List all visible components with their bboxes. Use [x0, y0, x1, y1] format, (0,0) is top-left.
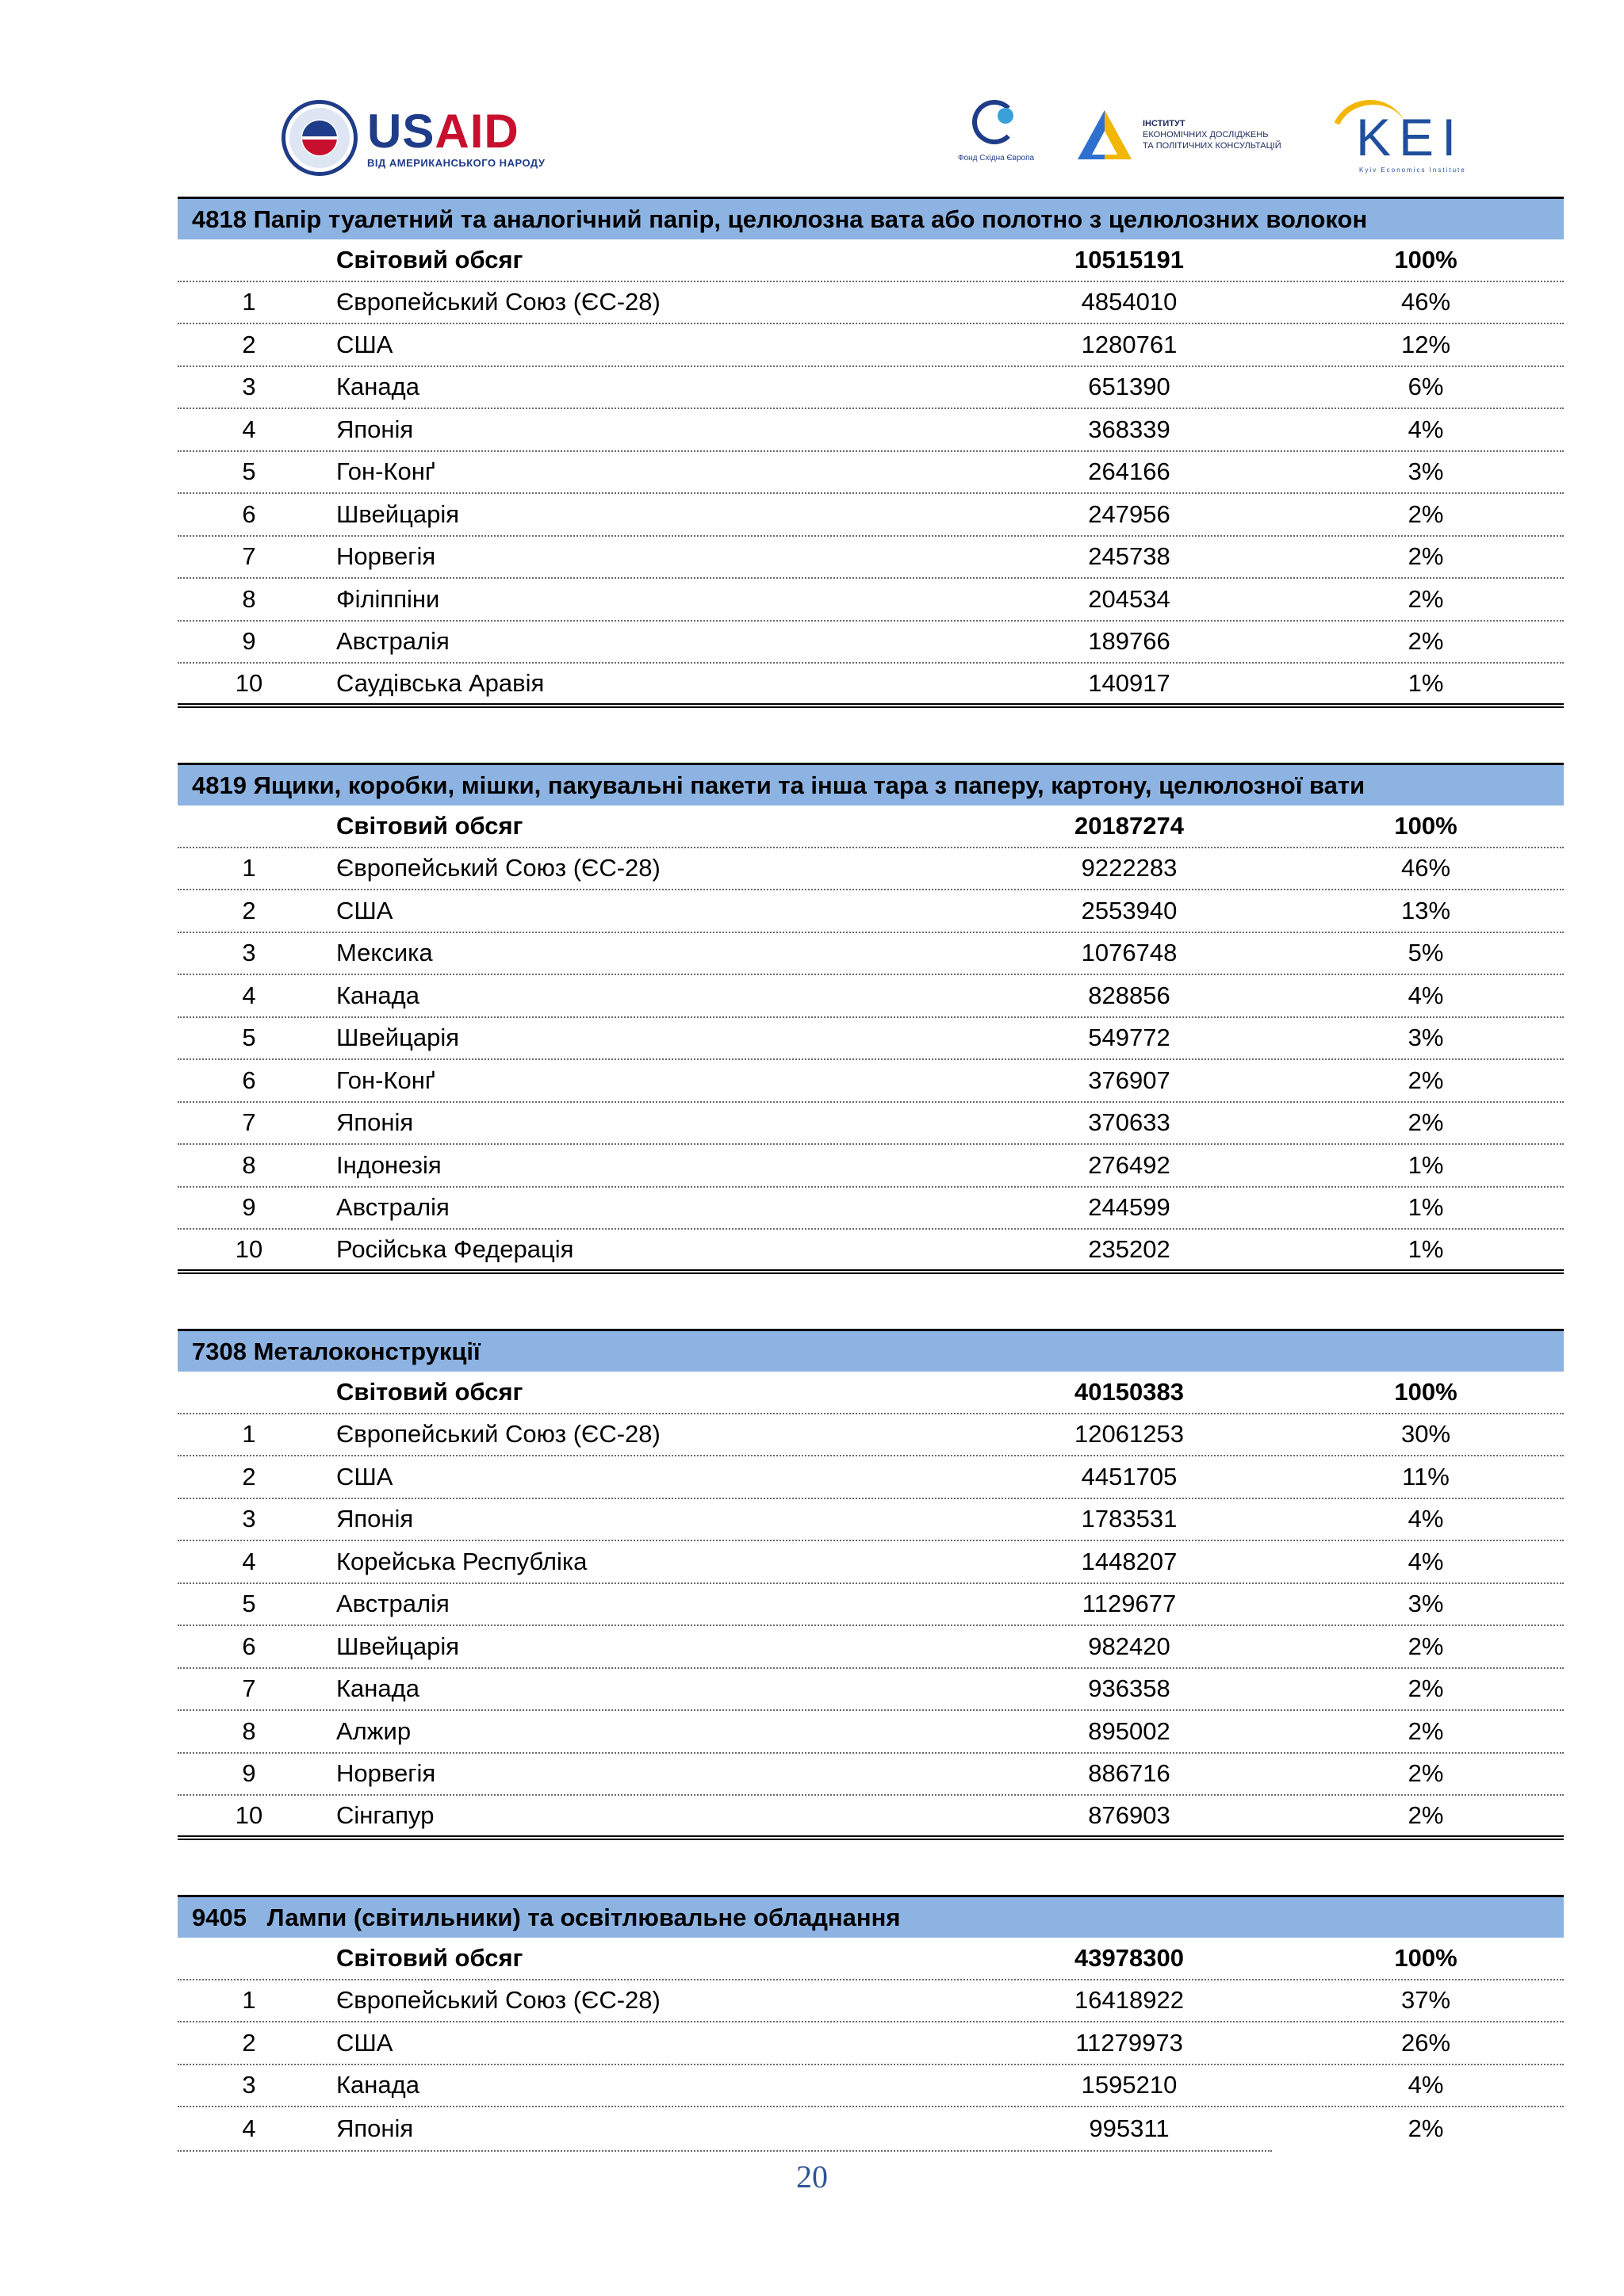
- country-cell: Гон-Конґ: [336, 1066, 435, 1094]
- section-title: 4819 Ящики, коробки, мішки, пакувальні пакети та інша тара з паперу, картону, целюлозної вати: [178, 763, 1564, 806]
- value-cell: 895002: [1088, 1716, 1170, 1745]
- value-cell: 11279973: [1075, 2028, 1183, 2057]
- total-label: Світовий обсяг: [336, 1377, 523, 1406]
- table-row: [178, 1669, 1564, 1712]
- country-cell: США: [336, 1462, 393, 1490]
- section-title: 9405 Лампи (світильники) та освітлювальне обладнання: [178, 1895, 1564, 1938]
- share-cell: 1%: [1408, 669, 1444, 697]
- share-cell: 3%: [1408, 457, 1444, 486]
- partial-table-rule: [178, 2150, 1272, 2152]
- rank-cell: 1: [242, 1986, 256, 2015]
- share-cell: 13%: [1400, 896, 1451, 924]
- value-cell: 886716: [1088, 1759, 1170, 1788]
- share-cell: 46%: [1400, 854, 1451, 882]
- total-share: 100%: [1394, 1943, 1457, 1972]
- rank-cell: 10: [235, 669, 263, 697]
- total-row: [178, 1938, 1564, 1980]
- table-row: [178, 1541, 1564, 1584]
- value-cell: 140917: [1088, 669, 1170, 697]
- table-row: [178, 1145, 1564, 1188]
- section-title: 7308 Металоконструкції: [178, 1329, 1564, 1372]
- value-cell: 1448207: [1081, 1547, 1178, 1575]
- table-section-9405: [178, 1895, 1564, 2152]
- icps-line-3: ТА ПОЛІТИЧНИХ КОНСУЛЬТАЦІЙ: [1143, 141, 1281, 151]
- value-cell: 982420: [1088, 1632, 1170, 1660]
- value-cell: 204534: [1088, 584, 1170, 613]
- total-row: [178, 806, 1564, 848]
- value-cell: 370633: [1088, 1108, 1170, 1137]
- share-cell: 4%: [1408, 981, 1444, 1009]
- section-title: 4818 Папір туалетний та аналогічний папір, целюлозна вата або полотно з целюлозних волокон: [178, 197, 1564, 239]
- table-section-4819: [178, 763, 1564, 1274]
- rank-cell: 3: [242, 373, 256, 401]
- kei-subtitle: Kyiv Economics Institute: [1359, 166, 1466, 174]
- value-cell: 244599: [1088, 1193, 1170, 1222]
- table-section-7308: [178, 1329, 1564, 1840]
- value-cell: 828856: [1088, 981, 1170, 1009]
- table-row: [178, 1103, 1564, 1146]
- rank-cell: 6: [242, 1066, 256, 1094]
- total-value: 10515191: [1074, 245, 1184, 274]
- country-cell: Японія: [336, 1505, 414, 1533]
- fond-mark-icon: [972, 100, 1020, 151]
- rank-cell: 4: [242, 2114, 256, 2142]
- total-row: [178, 1372, 1564, 1414]
- rank-cell: 2: [242, 1462, 256, 1490]
- table-row: [178, 2022, 1564, 2065]
- table-row: [178, 1018, 1564, 1061]
- value-cell: 936358: [1088, 1674, 1170, 1703]
- icps-triangle-icon: [1074, 107, 1135, 163]
- total-share: 100%: [1394, 811, 1457, 840]
- rank-cell: 8: [242, 1716, 256, 1745]
- share-cell: 37%: [1400, 1986, 1451, 2015]
- table-row: [178, 933, 1564, 976]
- table-row: [178, 1188, 1564, 1230]
- country-cell: США: [336, 330, 393, 358]
- share-cell: 30%: [1400, 1420, 1451, 1448]
- share-cell: 2%: [1408, 1108, 1444, 1137]
- country-cell: Канада: [336, 1674, 419, 1703]
- icps-line-1: ІНСТИТУТ: [1143, 119, 1185, 128]
- rank-cell: 1: [242, 1420, 256, 1448]
- usaid-word-aid: AID: [435, 104, 519, 158]
- usaid-word-us: US: [367, 104, 435, 158]
- value-cell: 368339: [1088, 415, 1170, 443]
- rank-cell: 4: [242, 1547, 256, 1575]
- table-row: [178, 1230, 1564, 1274]
- rank-cell: 9: [242, 627, 256, 656]
- country-cell: Японія: [336, 2114, 414, 2142]
- rank-cell: 5: [242, 1590, 256, 1618]
- rank-cell: 2: [242, 2028, 256, 2057]
- rank-cell: 2: [242, 896, 256, 924]
- rank-cell: 4: [242, 415, 256, 443]
- value-cell: 1129677: [1082, 1590, 1177, 1618]
- total-value: 20187274: [1074, 811, 1184, 840]
- total-value: 40150383: [1074, 1377, 1184, 1406]
- country-cell: Канада: [336, 2071, 419, 2099]
- value-cell: 1783531: [1081, 1505, 1178, 1533]
- country-cell: Австралія: [336, 1590, 450, 1618]
- total-label: Світовий обсяг: [336, 1943, 523, 1972]
- value-cell: 1076748: [1081, 939, 1178, 967]
- rank-cell: 1: [242, 854, 256, 882]
- rank-cell: 8: [242, 1150, 256, 1179]
- table-row: [178, 2107, 1564, 2150]
- table-row: [178, 409, 1564, 452]
- table-row: [178, 537, 1564, 580]
- country-cell: Австралія: [336, 1193, 450, 1222]
- table-section-4818: [178, 197, 1564, 708]
- share-cell: 1%: [1408, 1193, 1444, 1222]
- table-row: [178, 1980, 1564, 2023]
- share-cell: 3%: [1408, 1590, 1444, 1618]
- value-cell: 2553940: [1081, 896, 1178, 924]
- icps-logo: [1074, 107, 1281, 163]
- share-cell: 4%: [1408, 1505, 1444, 1533]
- page-number: 20: [796, 2159, 828, 2195]
- value-cell: 12061253: [1074, 1420, 1184, 1448]
- country-cell: Японія: [336, 415, 414, 443]
- country-cell: Канада: [336, 373, 419, 401]
- share-cell: 46%: [1400, 288, 1451, 316]
- country-cell: США: [336, 2028, 393, 2057]
- share-cell: 4%: [1408, 2071, 1444, 2099]
- country-cell: Європейський Союз (ЄС-28): [336, 1420, 661, 1448]
- share-cell: 11%: [1402, 1462, 1450, 1490]
- rank-cell: 9: [242, 1193, 256, 1222]
- value-cell: 549772: [1088, 1024, 1170, 1052]
- table-row: [178, 324, 1564, 367]
- value-cell: 276492: [1088, 1150, 1170, 1179]
- share-cell: 3%: [1408, 1024, 1444, 1052]
- rank-cell: 2: [242, 330, 256, 358]
- table-row: [178, 282, 1564, 325]
- value-cell: 1595210: [1081, 2071, 1178, 2099]
- country-cell: Японія: [336, 1108, 414, 1137]
- rank-cell: 7: [242, 1674, 256, 1703]
- country-cell: Філіппіни: [336, 584, 440, 613]
- share-cell: 26%: [1400, 2028, 1451, 2057]
- value-cell: 235202: [1088, 1235, 1170, 1263]
- share-cell: 2%: [1408, 1632, 1444, 1660]
- share-cell: 2%: [1408, 1759, 1444, 1788]
- total-label: Світовий обсяг: [336, 245, 523, 274]
- total-label: Світовий обсяг: [336, 811, 523, 840]
- value-cell: 245738: [1088, 542, 1170, 571]
- rank-cell: 10: [235, 1801, 263, 1829]
- share-cell: 1%: [1408, 1235, 1444, 1263]
- rank-cell: 7: [242, 542, 256, 571]
- rank-cell: 8: [242, 584, 256, 613]
- share-cell: 4%: [1408, 1547, 1444, 1575]
- share-cell: 6%: [1408, 373, 1444, 401]
- table-row: [178, 1584, 1564, 1627]
- country-cell: США: [336, 896, 393, 924]
- value-cell: 376907: [1088, 1066, 1170, 1094]
- value-cell: 9222283: [1081, 854, 1178, 882]
- table-row: [178, 622, 1564, 664]
- value-cell: 4854010: [1081, 288, 1178, 316]
- kei-word: KEI: [1356, 108, 1465, 166]
- value-cell: 995311: [1089, 2114, 1170, 2142]
- total-share: 100%: [1394, 1377, 1457, 1406]
- table-row: [178, 494, 1564, 537]
- rank-cell: 6: [242, 1632, 256, 1660]
- usaid-subtitle: ВІД АМЕРИКАНСЬКОГО НАРОДУ: [367, 156, 546, 169]
- value-cell: 1280761: [1081, 330, 1178, 358]
- table-row: [178, 848, 1564, 891]
- share-cell: 5%: [1408, 939, 1444, 967]
- country-cell: Гон-Конґ: [336, 457, 435, 486]
- fond-caption: Фонд Східна Європа: [958, 154, 1035, 163]
- icps-line-2: ЕКОНОМІЧНИХ ДОСЛІДЖЕНЬ: [1143, 130, 1269, 140]
- rank-cell: 5: [242, 1024, 256, 1052]
- table-row: [178, 452, 1564, 495]
- country-cell: Норвегія: [336, 1759, 436, 1788]
- country-cell: Сінгапур: [336, 1801, 435, 1829]
- table-row: [178, 1796, 1564, 1840]
- country-cell: Корейська Республіка: [336, 1547, 588, 1575]
- rank-cell: 1: [242, 288, 256, 316]
- country-cell: Швейцарія: [336, 1632, 459, 1660]
- table-row: [178, 2065, 1564, 2108]
- country-cell: Алжир: [336, 1716, 412, 1745]
- value-cell: 651390: [1088, 373, 1170, 401]
- table-row: [178, 1499, 1564, 1542]
- country-cell: Канада: [336, 981, 419, 1009]
- table-row: [178, 1754, 1564, 1797]
- rank-cell: 3: [242, 939, 256, 967]
- table-row: [178, 579, 1564, 622]
- table-row: [178, 975, 1564, 1018]
- table-row: [178, 664, 1564, 708]
- country-cell: Саудівська Аравія: [336, 669, 545, 697]
- rank-cell: 7: [242, 1108, 256, 1137]
- rank-cell: 3: [242, 2071, 256, 2099]
- value-cell: 264166: [1088, 457, 1170, 486]
- total-row: [178, 239, 1564, 282]
- share-cell: 2%: [1408, 542, 1444, 571]
- table-row: [178, 1626, 1564, 1669]
- country-cell: Швейцарія: [336, 1024, 459, 1052]
- share-cell: 1%: [1408, 1150, 1444, 1179]
- share-cell: 2%: [1408, 1066, 1444, 1094]
- country-cell: Швейцарія: [336, 499, 459, 528]
- share-cell: 2%: [1408, 1801, 1444, 1829]
- share-cell: 4%: [1408, 415, 1444, 443]
- country-cell: Європейський Союз (ЄС-28): [336, 854, 661, 882]
- share-cell: 2%: [1408, 2114, 1444, 2142]
- value-cell: 247956: [1088, 499, 1170, 528]
- fond-east-europe-logo: [958, 100, 1034, 163]
- share-cell: 12%: [1400, 330, 1451, 358]
- table-row: [178, 1060, 1564, 1103]
- usaid-logo: [282, 100, 545, 176]
- value-cell: 4451705: [1081, 1462, 1178, 1490]
- country-cell: Європейський Союз (ЄС-28): [336, 288, 661, 316]
- value-cell: 16418922: [1074, 1986, 1184, 2015]
- share-cell: 2%: [1408, 1674, 1444, 1703]
- share-cell: 2%: [1408, 584, 1444, 613]
- table-row: [178, 890, 1564, 933]
- rank-cell: 5: [242, 457, 256, 486]
- value-cell: 876903: [1088, 1801, 1170, 1829]
- table-row: [178, 1711, 1564, 1754]
- total-value: 43978300: [1074, 1943, 1184, 1972]
- country-cell: Європейський Союз (ЄС-28): [336, 1986, 661, 2015]
- rank-cell: 9: [242, 1759, 256, 1788]
- share-cell: 2%: [1408, 499, 1444, 528]
- kei-logo: [1324, 94, 1466, 181]
- share-cell: 2%: [1408, 1716, 1444, 1745]
- country-cell: Російська Федерація: [336, 1235, 574, 1263]
- table-row: [178, 1414, 1564, 1457]
- table-row: [178, 1456, 1564, 1499]
- country-cell: Австралія: [336, 627, 450, 656]
- page-header: [0, 0, 1624, 190]
- table-row: [178, 367, 1564, 410]
- rank-cell: 3: [242, 1505, 256, 1533]
- country-cell: Індонезія: [336, 1150, 442, 1179]
- total-share: 100%: [1394, 245, 1457, 274]
- value-cell: 189766: [1088, 627, 1170, 656]
- country-cell: Норвегія: [336, 542, 436, 571]
- share-cell: 2%: [1408, 627, 1444, 656]
- usaid-seal-icon: [282, 100, 358, 176]
- country-cell: Мексика: [336, 939, 433, 967]
- rank-cell: 6: [242, 499, 256, 528]
- rank-cell: 4: [242, 981, 256, 1009]
- rank-cell: 10: [235, 1235, 263, 1263]
